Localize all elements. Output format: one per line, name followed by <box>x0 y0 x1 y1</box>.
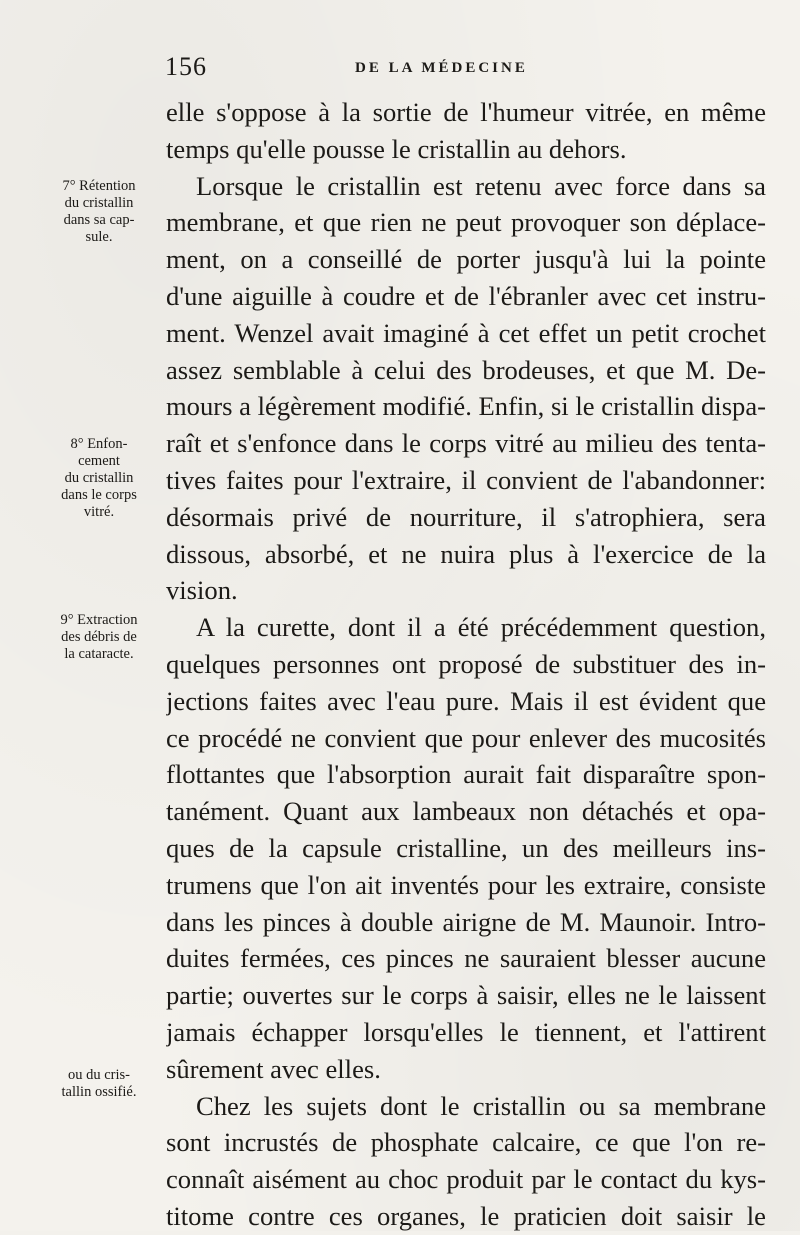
margin-note-line: dans sa cap- <box>63 212 135 228</box>
body-text <box>166 94 766 1235</box>
text-line: temps qu'elle pousse le cristallin au dehors. <box>166 133 627 164</box>
text-line: assez semblable à celui des brodeuses, et que M. De- <box>166 354 766 385</box>
margin-note-extraction <box>40 612 158 663</box>
margin-note-retention <box>40 178 158 246</box>
text-line: tanément. Quant aux lambeaux non détachés et opa- <box>166 796 766 827</box>
text-line: mours a légèrement modifié. Enfin, si le cristallin dispa- <box>166 391 766 422</box>
text-line: titome contre ces organes, le praticien doit saisir le <box>166 1200 766 1231</box>
margin-note-line: ou du cris- <box>67 1067 130 1083</box>
text-line: d'une aiguille à coudre et de l'ébranler avec cet instru- <box>166 280 766 311</box>
text-line: connaît aisément au choc produit par le contact du kys- <box>166 1164 766 1195</box>
text-line: jamais échapper lorsqu'elles le tiennent, et l'attirent <box>166 1016 766 1047</box>
page-number: 156 <box>165 52 207 81</box>
text-line: vision. <box>166 575 238 606</box>
margin-note-line: tallin ossifié. <box>61 1084 137 1100</box>
text-line: partie; ouvertes sur le corps à saisir, elles ne le laissent <box>166 980 766 1011</box>
text-line: A la curette, dont il a été précédemment question, <box>196 612 766 643</box>
text-line: elle s'oppose à la sortie de l'humeur vitrée, en même <box>166 97 766 127</box>
margin-note-line: 7° Rétention <box>62 178 136 194</box>
page-header <box>165 52 765 82</box>
margin-note-line: du cristallin <box>64 195 134 211</box>
text-line: tives faites pour l'extraire, il convient de l'abandonner: <box>166 464 766 495</box>
text-line: sont incrustés de phosphate calcaire, ce que l'on re- <box>166 1127 766 1158</box>
margin-note-line: 8° Enfon- <box>70 436 128 452</box>
margin-note-line: la cataracte. <box>64 646 134 662</box>
text-line: sûrement avec elles. <box>166 1053 381 1084</box>
margin-note-line: du cristallin <box>64 470 134 486</box>
text-line: trumens que l'on ait inventés pour les extraire, consiste <box>166 869 766 900</box>
margin-note-enfoncement <box>40 436 158 521</box>
text-line: ment, on a conseillé de porter jusqu'à lui la pointe <box>166 244 766 275</box>
margin-note-line: des débris de <box>61 629 137 645</box>
text-line: raît et s'enfonce dans le corps vitré au milieu des tenta- <box>166 428 766 459</box>
text-line: ques de la capsule cristalline, un des meilleurs ins- <box>166 832 766 863</box>
running-head: DE LA MÉDECINE <box>355 60 528 76</box>
text-line: dissous, absorbé, et ne nuira plus à l'exercice de la <box>166 538 766 569</box>
text-line: ment. Wenzel avait imaginé à cet effet un petit crochet <box>166 317 766 348</box>
margin-note-line: cement <box>78 453 120 469</box>
text-line: désormais privé de nourriture, il s'atrophiera, sera <box>166 501 766 532</box>
text-line: Chez les sujets dont le cristallin ou sa membrane <box>196 1090 766 1121</box>
text-line: dans les pinces à double airigne de M. Maunoir. Intro- <box>166 906 766 937</box>
text-line: flottantes que l'absorption aurait fait disparaître spon- <box>166 759 766 790</box>
margin-note-ossifie <box>40 1067 158 1101</box>
margin-note-line: sule. <box>85 229 113 245</box>
margin-note-line: vitré. <box>83 504 115 520</box>
text-line: Lorsque le cristallin est retenu avec force dans sa <box>196 170 766 201</box>
text-line: membrane, et que rien ne peut provoquer son déplace- <box>166 207 766 238</box>
text-line: jections faites avec l'eau pure. Mais il est évident que <box>166 685 766 716</box>
text-line: duites fermées, ces pinces ne sauraient blesser aucune <box>166 943 766 974</box>
text-line: ce procédé ne convient que pour enlever des mucosités <box>166 722 766 753</box>
text-line: quelques personnes ont proposé de substituer des in- <box>166 648 766 679</box>
margin-note-line: 9° Extraction <box>60 612 138 628</box>
margin-note-line: dans le corps <box>61 487 137 503</box>
